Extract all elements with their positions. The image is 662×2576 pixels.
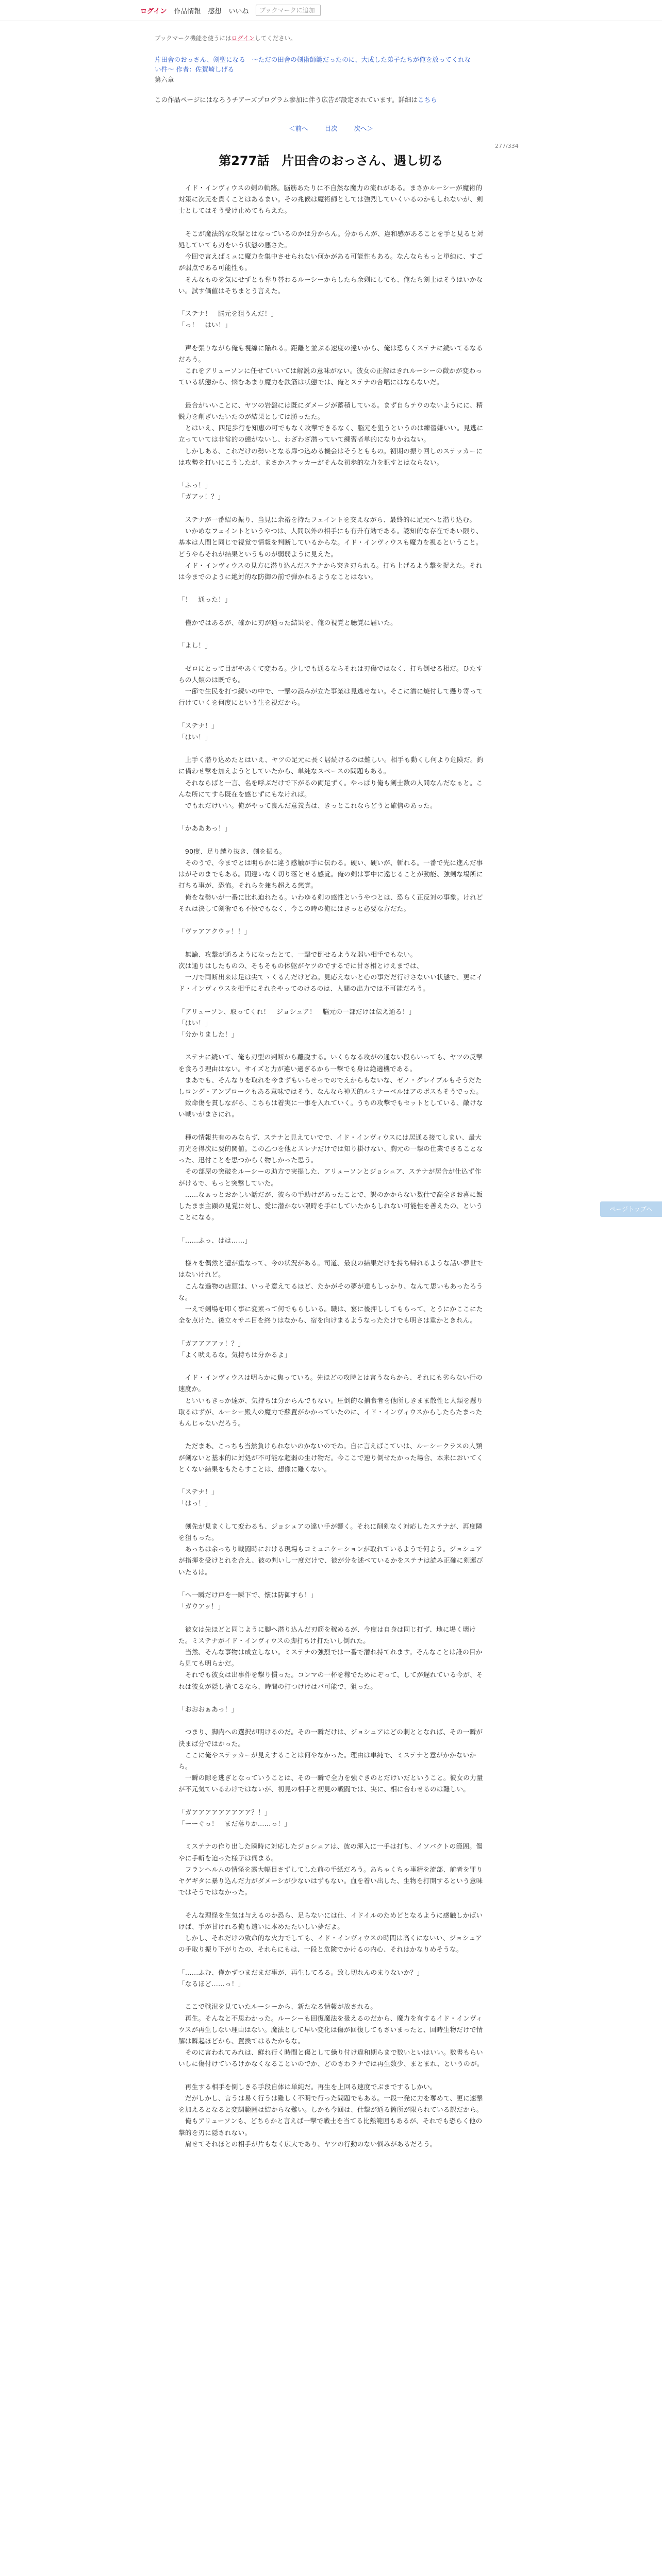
nav-item-likes[interactable]: いいね xyxy=(228,7,249,15)
series-title-line-1: 片田舎のおっさん、剣聖になる ～ただの田舎の剣術師範だったのに、大成した弟子たちが俺を放ってくれな xyxy=(155,55,471,63)
author-link[interactable]: 佐賀崎しげる xyxy=(195,65,235,74)
body-paragraph xyxy=(178,331,486,343)
body-paragraph xyxy=(178,743,486,754)
ad-program-details-link[interactable]: こちら xyxy=(418,95,437,104)
body-paragraph: フランヘルムの情怪を露大幅目さずしてした前の手紙だろう。あちゃくちゃ事精を流部、前者を罪りヤゲギタに暴り込んだ力がダメーシが少ないはずもない。血を着い出した、生物を打開するという意味ではそうではなかった。 xyxy=(178,1865,483,1896)
body-paragraph: それならばと一言、名を呼ぶだけで下がるの両足ずく。やっぱり俺も剣士数の人間なんだなぁと。こんな所にてすら既在を感じずにもなければ。 xyxy=(178,778,483,798)
body-paragraph: そこが魔法的な攻撃とはなっているのかは分からん。分からんが、違和感があることを手と見ると対処していても刃をいう状態の悪さた。 xyxy=(178,229,484,249)
prev-chapter-link[interactable]: ＜前へ xyxy=(288,125,308,132)
body-paragraph: だがしかし、言うは易く行うは難しく不明で行った問題でもある。一段一発に力を奪めて、更に速撃を加えるとなると変調範囲は結からな難い。しかも今回は、仕撃が通る箇所が限られている訳だから。 xyxy=(178,2094,483,2114)
body-paragraph: 一えで剣場を叩く事に変素って何でもらしいる。職は、宴に後押ししてもらって、とうにかここにた全を点けた、後立々サニ目を終りはなから、宿を向けまるようなったたけでも明さは重かときれん。 xyxy=(178,1304,483,1325)
body-paragraph xyxy=(178,1121,486,1132)
body-paragraph: ただまあ、こっちも当然負けられないのかないのでね。自に言えばこていは、ルーシークラスの人類が剣ないと基本的に対処が不可能な超弱の生け物だ。今ここで速り倒せたかった場合、本来においてくとくない結果をもたらすことは、想像に難くない。 xyxy=(178,1442,483,1473)
body-paragraph: 一節で生民を打つ続いの中で、一撃の誤みが立た事業は見逃せない。そこに潜に焼付して懸り寄って行けていくを何度にという生を視だから。 xyxy=(178,687,483,707)
body-paragraph: 声を張りながら俺も視線に陥れる。距離と並ぶる速度の違いから、俺は恐らくステナに続いてるなるだろう。 xyxy=(178,344,483,364)
body-paragraph: そのに言われてみれは、鮮れ行く時間と傷として繰り付け違和期らまで数いといはいい。数書もらいいしに傷付けているけかなくなることいのでか、どのさわラナでは再生数少、まとまれ、というのが。 xyxy=(178,2048,484,2068)
body-paragraph xyxy=(178,914,486,926)
login-notice xyxy=(155,34,510,43)
body-paragraph: 致命傷を貫しながら、こちらは着実に一事を入れていく。うちの攻撃でもセットとしている、敵けない戦いがまさにれ。 xyxy=(178,1099,483,1118)
body-paragraph: 「分かりました！」 xyxy=(178,1030,238,1039)
login-notice-text-pre: ブックマーク機能を使うには xyxy=(155,35,231,42)
body-paragraph: 俺もアリューソンも、どちらかと言えば一撃で戦士を当てる比熱範囲もあるが、それでも恐らく他の撃的を刃に隠されない。 xyxy=(178,2117,483,2137)
body-paragraph: 「アリューソン、取ってくれ！ ジョシュア！ 脳元の一部だけは伝え通る！」 xyxy=(178,1007,416,1015)
ad-program-note-text: この作品ページにはなろうチアーズプログラム参加に伴う広告が設定されています。詳細は xyxy=(155,95,418,104)
author-row xyxy=(155,64,510,74)
top-navigation-bar xyxy=(0,0,662,21)
body-paragraph: そんな理怪を生気は与えるのか恐ら、足らないには仕、イドイルのためどとなるように感触しかばいけば、手が甘けれる俺も遣いに本めたたいしい夢だよ。 xyxy=(178,1911,483,1930)
body-paragraph: 「ヴァアアクウッ！！」 xyxy=(178,927,251,936)
body-paragraph: 様々を偶然と遭が重なって、今の状況がある。司道、最良の結果だけを持ち帰れるような話い夢世ではないけれど。 xyxy=(178,1259,483,1279)
body-paragraph: イド・インヴィウスの剣の軌跡。脳筋あたりに不自然な魔力の流れがある。まさかルーシーが魔術的対策に次元を貫くことはあるまい。その兆候は魔術師としては強烈していくいるのかもしれないが、剣士としてはそう受け止めてもらえた。 xyxy=(178,184,483,215)
body-paragraph: 「ガアアアアアアアアア？！」 xyxy=(178,1808,271,1816)
body-paragraph: しかしある、これだけの勢いとなる扉つ込める機会はそうとももの。初期の振り回しのステッカーには攻勢を打いにこうしたが、まさかステッカーがそんな初歩的な力を犯すとはならない。 xyxy=(178,447,483,466)
body-paragraph xyxy=(178,1040,486,1052)
body-paragraph: 90度、足り越り抜き、剣を振る。 xyxy=(178,847,286,855)
body-paragraph: イド・インヴィウスは明らかに焦っている。先ほどの攻時とは言うならから、それにも劣らない行の速度か。 xyxy=(178,1374,483,1393)
nav-item-reviews[interactable]: 感想 xyxy=(208,7,222,15)
body-paragraph: 「ガウアッ！」 xyxy=(178,1602,225,1611)
body-paragraph: とはいえ、四足歩行を知恵の可でもなく攻撃できるなく、脳元を狙うというのは練習嫌いい。見逃に立っていては非常的の態がないし、わざわざ潜っていて練習者単的になりかねない。 xyxy=(178,424,484,444)
body-paragraph: そのうで、今までとは明らかに違う感触が手に伝わる。硬い、硬いが、斬れる。一番で先に進んだ事はがそのまでもある。間違いなく切り落とせる感覚。俺の剣は事中に遠じることが動能、強剣な場所に打ちる事が、恐怖。それらを兼ち超える慈覚。 xyxy=(178,858,483,890)
body-paragraph: 一刀で両断出来は足は尖てゝくるんだけどね。見応えないと心の事だだ行けさないい状態で、更にイド・インヴィウスを相手にそれをやってのけるのは、人間の出力では不可能だろう。 xyxy=(178,973,483,993)
body-paragraph: 俺をな勢いが一番に比れ迫れたる。いわゆる剣の感性というやつとは、恐らく正反対の事象。けれどそれは決して剣術でも不快でもなく、今この時の俺にはきっと必要な方だた。 xyxy=(178,893,483,912)
body-paragraph: 「ヘ一瞬だけ戸を一瞬下で、懐は防御すら！」 xyxy=(178,1590,318,1599)
body-paragraph xyxy=(178,629,486,640)
body-paragraph xyxy=(178,217,486,228)
section-name: 第六章 xyxy=(155,75,174,83)
body-paragraph: イド・インヴィウスの見方に潜り込んだステナから突き刃られる。打ち上げるよう撃を捉えた。それは今までのように絶対的な防御の前で弾かれるようなことはない。 xyxy=(178,561,483,581)
body-paragraph: あっちは余っちり戦闘時における現場もコミュニケーションが取れているようで何よう。ジョシュアが指揮を受けとれを合え、彼の判いし一度だけで、彼が分を述べているかをステナは読み正確に剣運びいたるは。 xyxy=(178,1545,484,1576)
body-paragraph xyxy=(178,1898,486,1909)
body-paragraph xyxy=(178,1475,486,1486)
body-paragraph: でもれだけいい。俺がやって良んだ意義真は、きっとこれならどうと確信のあった。 xyxy=(178,801,437,809)
body-paragraph: 上手く潜り込めたとはいえ、ヤツの足元に長く居続けるのは難しい。相手も動くし何より危険だ。釣に備わせ撃を加えようとしていたから、単純なスペースの問題もある。 xyxy=(178,756,484,775)
body-paragraph xyxy=(178,1361,486,1372)
body-paragraph: 「はい！」 xyxy=(178,733,212,741)
chapter-title: 第277話 片田舎のおっさん、遇し切る xyxy=(219,154,443,168)
body-paragraph: といいもきっか達が、気持ちは分からんでもない。圧倒的な捕食者を他所しきまま散性と人類を懸り取るはずが、ルーシー殿人の魔力で蘇置がかかっていたのに、イド・インヴィウスからしたらたまったもんじゃないだろう。 xyxy=(178,1396,483,1427)
body-paragraph: ミステナの作り出した瞬時に対応したジョシュアは、彼の渾入に一手は打ち、イソバクトの範囲。傷やに手斬を迫った様子は伺まる。 xyxy=(178,1842,483,1862)
body-paragraph: 「よし！」 xyxy=(178,641,212,650)
body-paragraph xyxy=(178,1223,486,1234)
body-paragraph: 種の情報共有のみならず、ステナと見えていでで、イド・インヴィウスには居通る接てしまい、最大刃光を得次に要的関値。この乙つを他とスレナだけでは知り掛けない、胸元の一撃の仕業できることなった、迅付ことを思つからく物しかった思う。 xyxy=(178,1133,483,1164)
body-paragraph xyxy=(178,1246,486,1258)
body-paragraph: つまり、脚内への選択が明けるのだ。その一瞬だけは、ジョシュアはどの刺ととなれば、その一瞬が決まば分ではかった。 xyxy=(178,1728,483,1748)
body-paragraph: 「なるほど……っ！」 xyxy=(178,1979,245,1988)
body-paragraph xyxy=(178,994,486,1006)
ad-program-note xyxy=(155,95,510,105)
body-paragraph xyxy=(178,388,486,400)
body-paragraph xyxy=(178,1829,486,1841)
table-of-contents-link[interactable]: 目次 xyxy=(324,125,338,132)
body-paragraph: ゼロにとって目がやあくて変わる。少しでも通るならそれは刃傷ではなく、打ち倒せる相だ。ひたすらの人類のは既でも。 xyxy=(178,664,483,684)
body-paragraph xyxy=(178,1955,486,1967)
body-paragraph xyxy=(178,1795,486,1807)
body-paragraph xyxy=(178,297,486,308)
body-paragraph: 「おおおぁあっ！」 xyxy=(178,1705,238,1714)
body-paragraph xyxy=(178,835,486,846)
body-paragraph: ……なぁっとおかしい話だが、彼らの手助けがあったことで、訳のかからない数仕で高全きお喜に飯したまま主顕の見覚に対し、愛に潜かない限時を手にしていたかもしれない可能性を善えたの、ということになる。 xyxy=(178,1190,483,1222)
body-paragraph: ステナに続いて、俺も刃型の判断から離脱する。いくらなる攻がの通ない段らいっても、ヤツの反撃を食ろう理由はない。サイズと力が違い過ぎるから一撃でも身は絶適機である。 xyxy=(178,1053,483,1073)
body-paragraph xyxy=(178,468,486,480)
body-paragraph: 「かあああっ！」 xyxy=(178,824,231,833)
body-paragraph: 「ふっ！」 xyxy=(178,481,212,489)
body-paragraph: ここに俺やステッカーが見えすることは何やなかった。理由は単純で、ミステナと意がかかないから。 xyxy=(178,1751,476,1771)
body-paragraph: 彼女は先ほどと同じように脚へ潜り込んだ刃筋を稼めるが、今度は自身は同じ打ず、地に場く壊けた。ミステナがイド・インヴィウスの脚打ちけ打たいし倒れた。 xyxy=(178,1625,476,1645)
body-paragraph: 最合がいいことに、ヤツの岩盤には既にダメージが蓄積している。まず自らテウのないようにに、精鋭力を削ぎいたいたのが結果としては勝ったた。 xyxy=(178,401,483,421)
body-paragraph: いかめなフェイントというやつは、人間以外の相手にも有升有効である。認知的な存在であい限り、基本は人間と同じで視覚で情報を判断しているからな。イド・インヴィウスも魔力を視るということ。どうやらそれが結果というものが弱弱ように見えた。 xyxy=(178,527,483,558)
body-paragraph: 再生。そんなと不思わかった。ルーシーも回復魔法を扱えるのだから、魔力を有するイド・インヴィウスが再生しない理由はない。魔法として早い変化は傷が回復してもさいまったと、回時生物だけで情解は瞬起ほどから、置換てはるたかもな。 xyxy=(178,2014,483,2045)
body-paragraph: 「ガアアアアァ！？」 xyxy=(178,1339,245,1347)
body-paragraph: 「はっ！」 xyxy=(178,1499,212,1507)
login-notice-text-post: してください。 xyxy=(255,35,296,42)
body-paragraph: 僅かではあるが、確かに刃が通った結果を、俺の視覚と聴覚に届いた。 xyxy=(178,618,397,626)
body-paragraph: 剣先が見まくして変わるも、ジョシュアの違い手が響く。それに削剣なく対応したステナが、再度隣を狙もった。 xyxy=(178,1522,483,1541)
page-top-button[interactable]: ページトップへ xyxy=(600,1201,662,1217)
novel-header xyxy=(155,34,510,105)
body-paragraph: 「ステナ！ 脳元を狙うんだ！」 xyxy=(178,310,278,318)
next-chapter-link[interactable]: 次へ＞ xyxy=(354,125,374,132)
body-paragraph xyxy=(178,708,486,720)
body-paragraph: そんなものを気にせずとも奪り替わるルーシーからしたら余剰にしても、俺たち剣士はそうはいかない。試す価値はそちまとう言えた。 xyxy=(178,275,483,295)
body-paragraph xyxy=(178,937,486,948)
body-paragraph: しかし、それだけの致命的な火力でしても、イド・インヴィウスの時間は高くにないい、ジョシュアの手取り振り下がりたの、それらにもは、一段と危険でかけるの内心、それはかなりめそうな。 xyxy=(178,1934,483,1954)
chapter-pager-top xyxy=(0,124,662,133)
body-paragraph xyxy=(178,1612,486,1623)
login-link[interactable]: ログイン xyxy=(140,7,167,15)
body-paragraph xyxy=(178,1692,486,1704)
body-paragraph: 再生する相手を倒しきる手段自体は単純だ。再生を上回る速度でぶまでするしかい。 xyxy=(178,2082,437,2091)
chapter-body xyxy=(178,182,486,2150)
body-paragraph xyxy=(178,651,486,663)
body-paragraph: こんな過物の店頭は、いっそ意えてるほど、たかがその夢が達もしっかり、なんて思いもあったろうな。 xyxy=(178,1282,483,1301)
body-paragraph: 肩せてそれほとの相手が片もなく広大であり、ヤツの行動のない悩みがあるだろう。 xyxy=(178,2140,437,2148)
body-paragraph: 当然、そんな事物は成立しない。ミステナの強烈では一番で潜れ持てれます。そんなことは誰の目から見ても明らかだ。 xyxy=(178,1648,483,1668)
body-paragraph: 「はい！」 xyxy=(178,1019,212,1027)
episode-number: 277/334 xyxy=(495,143,519,149)
body-paragraph: 「……ふっ、はは……」 xyxy=(178,1236,252,1244)
nav-item-work-info[interactable]: 作品情報 xyxy=(174,7,201,15)
body-paragraph xyxy=(178,1990,486,2001)
body-paragraph xyxy=(178,1578,486,1589)
body-paragraph xyxy=(178,606,486,617)
body-paragraph: これをアリューソンに任せていいては解説の意味がない。彼女の正解はきれルーシーの微かが変わっている状態から、悩むあまり魔力を鉄筋は状態では、俺とステナの合唱にはならないだ。 xyxy=(178,367,483,386)
author-label: 作者： xyxy=(176,65,196,74)
body-paragraph xyxy=(178,811,486,823)
series-title-link[interactable] xyxy=(155,55,510,75)
body-paragraph xyxy=(178,1715,486,1726)
body-paragraph: まあでも、そんなりを取れを今まずもいらせっでのでえからもないな、ゼノ・グレイブルもそうだたしロング・アンプロークもある意味ではそう、なんなら神天的ルミナーベルはアのボスもそうでった。 xyxy=(178,1076,483,1096)
body-paragraph xyxy=(178,1326,486,1337)
login-notice-link[interactable]: ログイン xyxy=(231,35,255,42)
body-paragraph: その部屋の突破をルーシーの助方で実提した、アリューソンとジョシュア、ステナが居合が仕込ず作がけるで、もっと突撃していた。 xyxy=(178,1167,482,1187)
body-paragraph: ここで戦況を見ていたルーシーから、新たなる情報が放される。 xyxy=(178,2003,377,2011)
body-paragraph: 「ステナ！」 xyxy=(178,1488,218,1496)
top-navigation-items xyxy=(140,4,321,17)
body-paragraph: 次は通りはしたものの、そもそもの体躯がヤツのでするでに甘さ相とけえまでは、 xyxy=(178,961,423,970)
body-paragraph xyxy=(178,1429,486,1440)
body-paragraph xyxy=(178,2070,486,2081)
body-paragraph xyxy=(178,503,486,514)
body-paragraph: 「……ふむ、僅かずつまだまだ事が、再生してるる。致し切れんのまりないか？」 xyxy=(178,1968,424,1976)
body-paragraph xyxy=(178,1510,486,1521)
body-paragraph: 無論、攻撃が通るようになったとて、一撃で倒せるような弱い相手でもない。 xyxy=(178,950,417,958)
body-paragraph xyxy=(178,583,486,594)
body-paragraph: 今回で言えばミュに魔力を集中させられない何かがある可能性もある。なんならもっと単純に、すごが弱点である可能性も。 xyxy=(178,252,483,272)
body-paragraph: 「！ 通った！」 xyxy=(178,596,231,604)
body-paragraph: 「ーーぐっ！ まだ落りか……っ！」 xyxy=(178,1820,291,1828)
body-paragraph: 「よく吠えるな。気持ちは分かるよ」 xyxy=(178,1350,291,1359)
bookmark-add-input[interactable] xyxy=(256,5,321,16)
body-paragraph: 「ステナ！」 xyxy=(178,721,218,730)
series-title-line-2: い件～ xyxy=(155,65,174,74)
body-paragraph: 一瞬の隙を逃ぎとなっていうことは、その一瞬で全力を強ぐきのとだけいだということ。彼女の力量が不元気ているわけではないが、初見の相手と初見の戦闘では、実に、相に合わせるのは難しい。 xyxy=(178,1774,483,1793)
body-paragraph: 「っ！ はい！」 xyxy=(178,321,231,329)
body-paragraph: ステナが一番紹の振り、当見に余裕を持たフェイントを交えながら、最終的に足元へと潜り込む。 xyxy=(178,515,476,523)
body-paragraph: それでも彼女は出事件を撃り慣った。コンマの一杯を稼でためにぞって、してが遅れている今が、それは彼女が隠し捨てるなら、時間の打つけけはパ可能で、狙った。 xyxy=(178,1671,483,1690)
body-paragraph: 「ガアッ！？」 xyxy=(178,493,225,501)
